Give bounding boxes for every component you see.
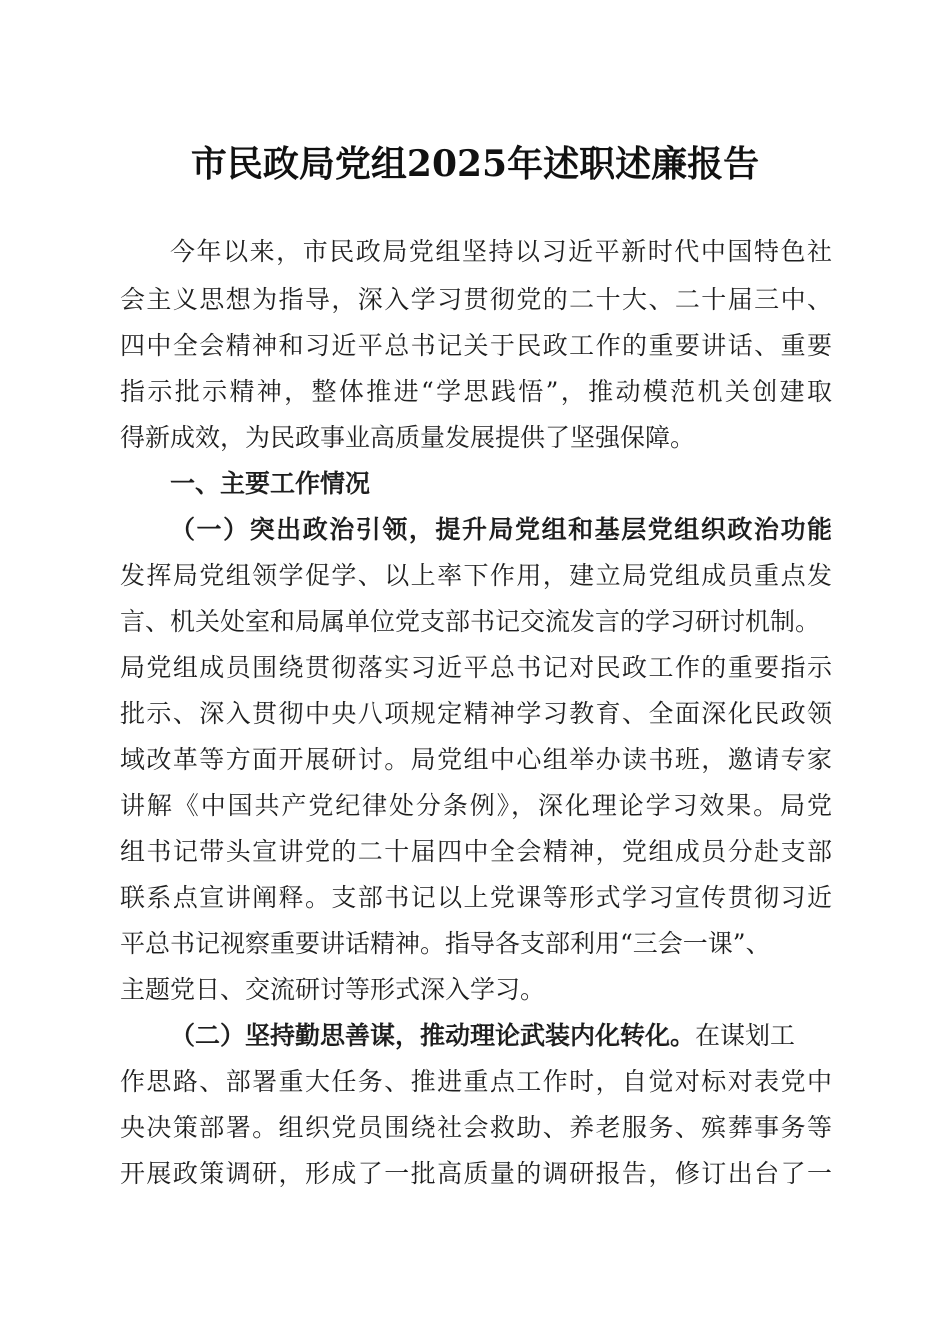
paragraph-line: 平总书记视察重要讲话精神。指导各支部利用“三会一课”、 <box>120 929 771 958</box>
paragraph-line: 得新成效，为民政事业高质量发展提供了坚强保障。 <box>120 423 696 452</box>
section-heading: 一、主要工作情况 <box>170 469 371 498</box>
paragraph-line: 发挥局党组领学促学、以上率下作用，建立局党组成员重点发 <box>120 561 832 590</box>
paragraph-line: 组书记带头宣讲党的二十届四中全会精神，党组成员分赴支部 <box>120 837 832 866</box>
paragraph-line: 指示批示精神，整体推进“学思践悟”，推动模范机关创建取 <box>120 377 832 406</box>
paragraph-line: 讲解《中国共产党纪律处分条例》，深化理论学习效果。局党 <box>120 791 832 820</box>
paragraph-line: 作思路、部署重大任务、推进重点工作时，自觉对标对表党中 <box>120 1067 832 1096</box>
subsection-heading: （二）坚持勤思善谋，推动理论武装内化转化。 <box>170 1021 696 1050</box>
paragraph-line: 批示、深入贯彻中央八项规定精神学习教育、全面深化民政领 <box>120 699 832 728</box>
paragraph-line: 言、机关处室和局属单位党支部书记交流发言的学习研讨机制。 <box>120 607 821 636</box>
paragraph-line: 局党组成员围绕贯彻落实习近平总书记对民政工作的重要指示 <box>120 653 832 682</box>
paragraph-line: 央决策部署。组织党员围绕社会救助、养老服务、殡葬事务等 <box>120 1113 832 1142</box>
document-title: 市民政局党组2025年述职述廉报告 <box>190 143 760 185</box>
paragraph-line: 会主义思想为指导，深入学习贯彻党的二十大、二十届三中、 <box>120 285 832 314</box>
paragraph-line: 开展政策调研，形成了一批高质量的调研报告，修订出台了一 <box>120 1159 832 1188</box>
paragraph-line: 主题党日、交流研讨等形式深入学习。 <box>120 975 546 1004</box>
paragraph-line: 今年以来，市民政局党组坚持以习近平新时代中国特色社 <box>170 237 832 266</box>
paragraph-line: 四中全会精神和习近平总书记关于民政工作的重要讲话、重要 <box>120 331 832 360</box>
paragraph-line: 域改革等方面开展研讨。局党组中心组举办读书班，邀请专家 <box>120 745 832 774</box>
paragraph-text: 在谋划工 <box>695 1021 796 1050</box>
subsection-heading: （一）突出政治引领，提升局党组和基层党组织政治功能 <box>170 515 832 544</box>
paragraph-line: 联系点宣讲阐释。支部书记以上党课等形式学习宣传贯彻习近 <box>120 883 832 912</box>
subsection-line <box>170 1012 832 1060</box>
